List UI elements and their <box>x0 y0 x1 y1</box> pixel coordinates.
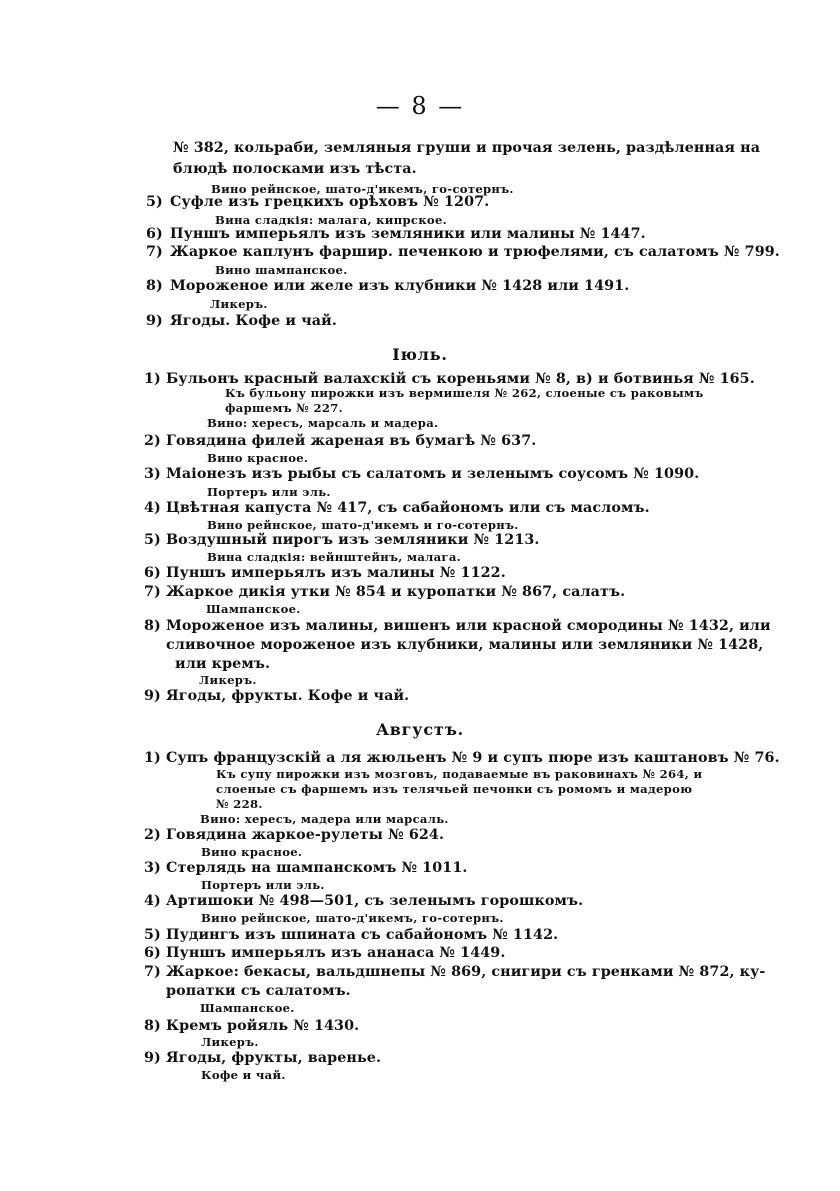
august-item-text: ропатки съ салатомъ. <box>166 983 351 999</box>
august-item-note: Кофе и чай. <box>201 1068 286 1082</box>
june-item-num: 6) <box>146 226 163 242</box>
august-item-num: 2) <box>144 827 161 843</box>
july-item-text: Маіонезъ изъ рыбы съ салатомъ и зеленымъ соусомъ № 1090. <box>166 466 700 482</box>
july-item-text: Пуншъ имперьялъ изъ малины № 1122. <box>166 565 506 581</box>
july-item-text: Бульонъ красный валахскій съ кореньями № 8, в) и ботвинья № 165. <box>166 371 755 387</box>
july-item-note: фаршемъ № 227. <box>225 401 343 415</box>
july-item-note: Ликеръ. <box>199 673 257 687</box>
august-item-note: Ликеръ. <box>201 1035 259 1049</box>
august-item-note: Портеръ или эль. <box>201 878 325 892</box>
june-item-text: Ягоды. Кофе и чай. <box>170 313 337 329</box>
july-item-num: 4) <box>144 500 161 516</box>
july-item-num: 3) <box>144 466 161 482</box>
august-item-text: Супъ французскій а ля жюльенъ № 9 и супъ пюре изъ каштановъ № 76. <box>166 750 780 766</box>
august-item-text: Жаркое: бекасы, вальдшнепы № 869, снигири съ гренками № 872, ку- <box>166 964 766 980</box>
june-item-text: Суфле изъ грецкихъ орѣховъ № 1207. <box>170 194 490 210</box>
june-item-note: Ликеръ. <box>210 297 268 311</box>
june-item-note: Вина сладкія: малага, кипрское. <box>215 213 447 227</box>
august-item-note: Къ супу пирожки изъ мозговъ, подаваемые въ раковинахъ № 264, и <box>216 767 703 781</box>
july-item-note: Къ бульону пирожки изъ вермишеля № 262, слоеные съ раковымъ <box>225 386 704 400</box>
page-number: — 8 — <box>375 92 465 120</box>
august-item-num: 8) <box>144 1018 161 1034</box>
august-item-num: 9) <box>144 1050 161 1066</box>
august-item-text: Пудингъ изъ шпината съ сабайономъ № 1142. <box>166 927 559 943</box>
june-item-text: Мороженое или желе изъ клубники № 1428 или 1491. <box>170 278 630 294</box>
august-item-text: Ягоды, фрукты, варенье. <box>166 1050 382 1066</box>
august-item-num: 5) <box>144 927 161 943</box>
august-item-text: Артишоки № 498—501, съ зеленымъ горошкомъ. <box>166 893 584 909</box>
august-item-text: Пуншъ имперьялъ изъ ананаса № 1449. <box>166 945 506 961</box>
july-item-note: Вино красное. <box>207 451 309 465</box>
august-item-num: 1) <box>144 750 161 766</box>
july-item-text: или кремъ. <box>175 656 271 672</box>
july-item-num: 7) <box>144 584 161 600</box>
july-item-note: Портеръ или эль. <box>207 485 331 499</box>
august-item-num: 6) <box>144 945 161 961</box>
july-item-num: 1) <box>144 371 161 387</box>
intro-line-1: № 382, кольраби, земляныя груши и прочая зелень, раздѣленная на <box>173 140 761 156</box>
june-item-note: Вино шампанское. <box>215 263 348 277</box>
july-item-text: Жаркое дикія утки № 854 и куропатки № 867, салатъ. <box>166 584 626 600</box>
august-item-note: слоеные съ фаршемъ изъ телячьей печонки съ ромомъ и мадерою <box>216 782 693 796</box>
july-item-note: Шампанское. <box>206 602 301 616</box>
august-item-num: 7) <box>144 964 161 980</box>
intro-line-2: блюдѣ полосками изъ тѣста. <box>173 161 417 177</box>
july-item-num: 6) <box>144 565 161 581</box>
intro-wine-note: Вино рейнское, шато-д'икемъ, го-сотернъ. <box>211 182 514 196</box>
july-item-text: Воздушный пирогъ изъ земляники № 1213. <box>166 532 540 548</box>
august-item-note: № 228. <box>216 797 263 811</box>
august-item-note: Шампанское. <box>200 1001 295 1015</box>
july-item-text: сливочное мороженое изъ клубники, малины или земляники № 1428, <box>166 637 764 653</box>
june-item-num: 9) <box>146 313 163 329</box>
august-item-note: Вино рейнское, шато-д'икемъ, го-сотернъ. <box>201 911 504 925</box>
august-item-note: Вино красное. <box>201 845 303 859</box>
july-item-num: 9) <box>144 688 161 704</box>
july-item-text: Мороженое изъ малины, вишенъ или красной смородины № 1432, или <box>166 618 771 634</box>
august-item-text: Стерлядь на шампанскомъ № 1011. <box>166 860 468 876</box>
august-item-text: Говядина жаркое-рулеты № 624. <box>166 827 445 843</box>
august-item-note: Вино: хересъ, мадера или марсаль. <box>200 812 449 826</box>
june-item-num: 8) <box>146 278 163 294</box>
july-item-note: Вино: хересъ, марсаль и мадера. <box>207 416 439 430</box>
august-item-num: 3) <box>144 860 161 876</box>
july-item-text: Цвѣтная капуста № 417, съ сабайономъ или съ масломъ. <box>166 500 650 516</box>
june-item-num: 5) <box>146 194 163 210</box>
july-item-note: Вино рейнское, шато-д'икемъ и го-сотернъ. <box>207 518 519 532</box>
august-item-num: 4) <box>144 893 161 909</box>
june-item-text: Жаркое каплунъ фаршир. печенкою и трюфелями, съ салатомъ № 799. <box>170 244 780 260</box>
july-item-num: 2) <box>144 433 161 449</box>
june-item-text: Пуншъ имперьялъ изъ земляники или малины № 1447. <box>170 226 646 242</box>
july-item-text: Говядина филей жареная въ бумагѣ № 637. <box>166 433 537 449</box>
section-heading-july: Іюль. <box>392 345 448 364</box>
section-heading-august: Августъ. <box>375 720 465 739</box>
july-item-text: Ягоды, фрукты. Кофе и чай. <box>166 688 410 704</box>
august-item-text: Кремъ ройяль № 1430. <box>166 1018 360 1034</box>
july-item-num: 8) <box>144 618 161 634</box>
june-item-num: 7) <box>146 244 163 260</box>
july-item-num: 5) <box>144 532 161 548</box>
july-item-note: Вина сладкія: вейнштейнъ, малага. <box>207 550 461 564</box>
